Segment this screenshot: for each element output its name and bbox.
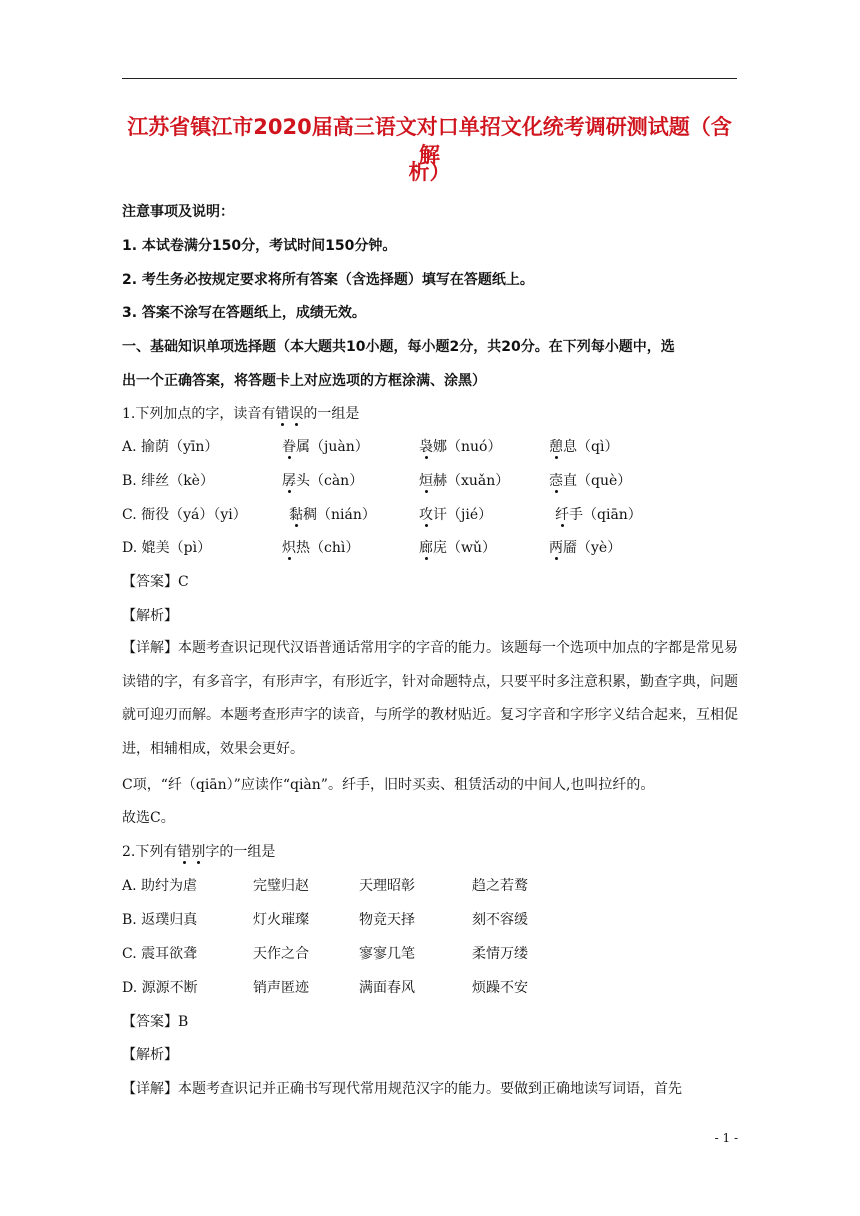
q2-stem: 2.下列有错别字的一组是 <box>122 844 276 860</box>
section1-heading-line2: 出一个正确答案，将答题卡上对应选项的方框涂满、涂黑） <box>122 373 486 389</box>
q1-detail: 【详解】本题考查识记现代汉语普通话常用字的字音的能力。该题每一个选项中加点的字都是常见易读错的字，有多音字，有形声字，有形近字，针对命题特点，只要平时多注意积累，勤查字典，问题就可迎刃而解。本题考查形声字的读音，与所学的教材贴近。复习字音和字形字义结合起来，互相促进，相辅相成，效果会更好。 <box>122 640 738 757</box>
q1-stem: 1.下列加点的字，读音有错误的一组是 <box>122 406 360 422</box>
q1-explain: C项，“纤（qiān）”应读作“qiàn”。纤手，旧时买卖、租赁活动的中间人,也叫拉纤的。 <box>122 777 655 793</box>
emphasis-char: 别 <box>191 844 206 860</box>
notice-item-1: 1. 本试卷满分150分，考试时间150分钟。 <box>122 238 397 254</box>
emphasis-char: 误 <box>289 406 304 422</box>
q1-answer: 【答案】C <box>122 574 189 590</box>
notice-item-2: 2. 考生务必按规定要求将所有答案（含选择题）填写在答题纸上。 <box>122 272 534 288</box>
emphasis-char: 错 <box>177 844 192 860</box>
q2-answer: 【答案】B <box>122 1014 189 1030</box>
q1-analysis-label: 【解析】 <box>122 608 178 624</box>
notice-heading: 注意事项及说明： <box>122 204 234 220</box>
notice-item-3: 3. 答案不涂写在答题纸上，成绩无效。 <box>122 305 366 321</box>
q2-detail: 【详解】本题考查识记并正确书写现代常用规范汉字的能力。要做到正确地读写词语，首先 <box>122 1081 682 1097</box>
doc-title-line1: 江苏省镇江市2020届高三语文对口单招文化统考调研测试题（含解 <box>127 115 732 167</box>
section1-heading-line1: 一、基础知识单项选择题（本大题共10小题，每小题2分，共20分。在下列每小题中，选 <box>122 339 675 355</box>
q1-choose: 故选C。 <box>122 810 175 826</box>
doc-title-line2: 析） <box>408 160 451 184</box>
page-number: - 1 - <box>714 1131 738 1145</box>
header-rule <box>122 78 737 79</box>
q2-analysis-label: 【解析】 <box>122 1047 178 1063</box>
emphasis-char: 错 <box>275 406 290 422</box>
